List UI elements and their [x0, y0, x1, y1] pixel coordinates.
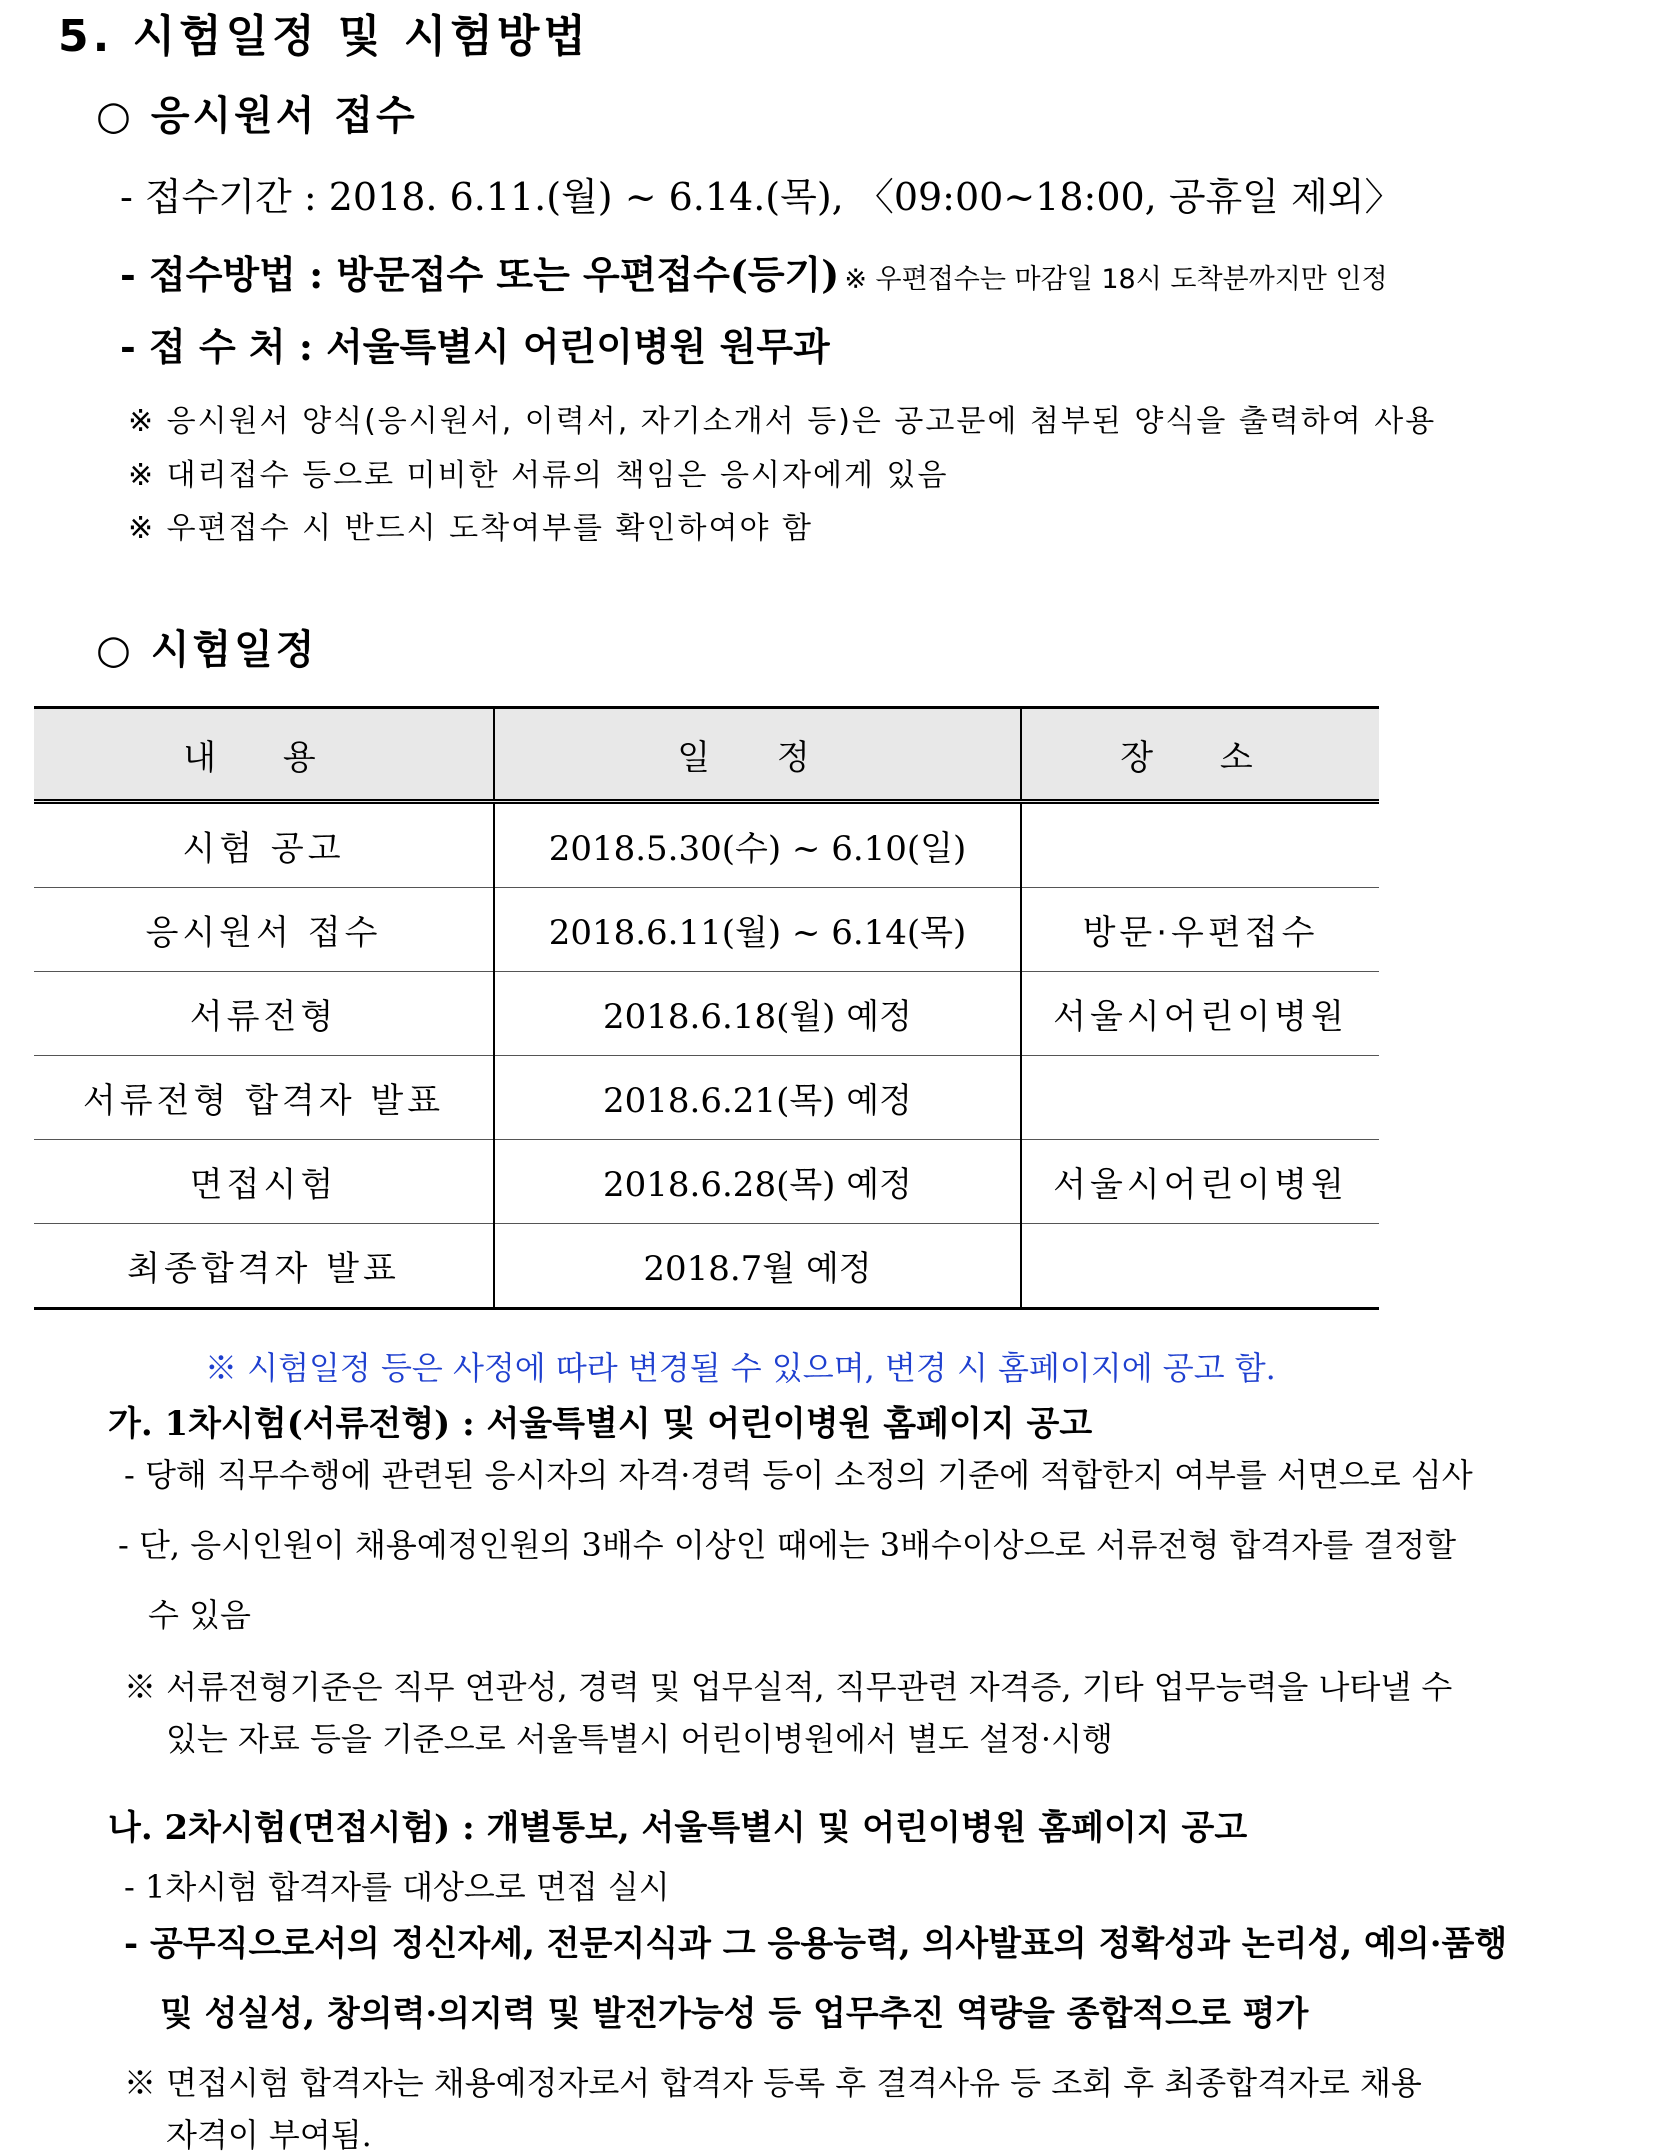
row-place: 서울시어린이병원 — [1021, 972, 1379, 1056]
first-exam-note-b: 있는 자료 등을 기준으로 서울특별시 어린이병원에서 별도 설정·시행 — [166, 1720, 1113, 1758]
row-item: 응시원서 접수 — [34, 888, 494, 972]
first-exam-line-2a: - 단, 응시인원이 채용예정인원의 3배수 이상인 때에는 3배수이상으로 서류전형 합격자를 결정할 — [118, 1526, 1457, 1564]
application-note-3: ※ 우편접수 시 반드시 도착여부를 확인하여야 함 — [128, 511, 813, 546]
second-exam-title: 나. 2차시험(면접시험) : 개별통보, 서울특별시 및 어린이병원 홈페이지 공고 — [108, 1808, 1248, 1848]
row-date: 2018.6.18(월) 예정 — [494, 972, 1021, 1056]
row-place: 방문·우편접수 — [1021, 888, 1379, 972]
row-place — [1021, 1056, 1379, 1140]
application-note-2: ※ 대리접수 등으로 미비한 서류의 책임은 응시자에게 있음 — [128, 458, 949, 493]
row-date: 2018.6.28(목) 예정 — [494, 1140, 1021, 1224]
application-heading: ○ 응시원서 접수 — [96, 93, 418, 139]
first-exam-line-1: - 당해 직무수행에 관련된 응시자의 자격·경력 등이 소정의 기준에 적합한지 여부를 서면으로 심사 — [124, 1456, 1473, 1494]
header-item: 내 용 — [34, 708, 494, 802]
table-row — [34, 888, 1379, 972]
schedule-note: ※ 시험일정 등은 사정에 따라 변경될 수 있으며, 변경 시 홈페이지에 공고 함. — [205, 1349, 1276, 1387]
row-date: 2018.6.11(월) ~ 6.14(목) — [494, 888, 1021, 972]
schedule-header-row — [34, 708, 1379, 802]
first-exam-title: 가. 1차시험(서류전형) : 서울특별시 및 어린이병원 홈페이지 공고 — [108, 1404, 1093, 1444]
application-method-note: ※ 우편접수는 마감일 18시 도착분까지만 인정 — [844, 264, 1388, 295]
row-date: 2018.7월 예정 — [494, 1224, 1021, 1309]
row-date: 2018.5.30(수) ~ 6.10(일) — [494, 802, 1021, 888]
application-place: - 접 수 처 : 서울특별시 어린이병원 원무과 — [120, 324, 830, 369]
table-row — [34, 1224, 1379, 1309]
application-method: - 접수방법 : 방문접수 또는 우편접수(등기) — [120, 252, 840, 297]
header-place: 장 소 — [1021, 708, 1379, 802]
section-title: 5. 시험일정 및 시험방법 — [58, 11, 590, 62]
second-exam-line-2a: - 공무직으로서의 정신자세, 전문지식과 그 응용능력, 의사발표의 정확성과 논리성, 예의·품행 — [124, 1924, 1508, 1964]
second-exam-line-1: - 1차시험 합격자를 대상으로 면접 실시 — [124, 1868, 670, 1906]
application-method-line — [120, 244, 1388, 299]
application-note-1: ※ 응시원서 양식(응시원서, 이력서, 자기소개서 등)은 공고문에 첨부된 양식을 출력하여 사용 — [128, 404, 1437, 439]
table-row — [34, 972, 1379, 1056]
row-place — [1021, 802, 1379, 888]
row-item: 면접시험 — [34, 1140, 494, 1224]
table-row — [34, 1140, 1379, 1224]
row-place: 서울시어린이병원 — [1021, 1140, 1379, 1224]
second-exam-line-2b: 및 성실성, 창의력·의지력 및 발전가능성 등 업무추진 역량을 종합적으로 평가 — [160, 1994, 1309, 2034]
row-place — [1021, 1224, 1379, 1309]
row-item: 서류전형 — [34, 972, 494, 1056]
second-exam-note-b: 자격이 부여됨. — [166, 2116, 372, 2154]
row-date: 2018.6.21(목) 예정 — [494, 1056, 1021, 1140]
table-row — [34, 802, 1379, 888]
row-item: 시험 공고 — [34, 802, 494, 888]
application-period: - 접수기간 : 2018. 6.11.(월) ~ 6.14.(목), 〈09:00~18:00, 공휴일 제외〉 — [120, 175, 1403, 219]
schedule-heading: ○ 시험일정 — [96, 627, 318, 673]
header-date: 일 정 — [494, 708, 1021, 802]
row-item: 서류전형 합격자 발표 — [34, 1056, 494, 1140]
row-item: 최종합격자 발표 — [34, 1224, 494, 1309]
second-exam-note-a: ※ 면접시험 합격자는 채용예정자로서 합격자 등록 후 결격사유 등 조회 후 최종합격자로 채용 — [124, 2064, 1422, 2102]
table-row — [34, 1056, 1379, 1140]
first-exam-line-2b: 수 있음 — [148, 1596, 251, 1634]
schedule-table — [34, 706, 1379, 1310]
first-exam-note-a: ※ 서류전형기준은 직무 연관성, 경력 및 업무실적, 직무관련 자격증, 기타 업무능력을 나타낼 수 — [124, 1668, 1453, 1706]
